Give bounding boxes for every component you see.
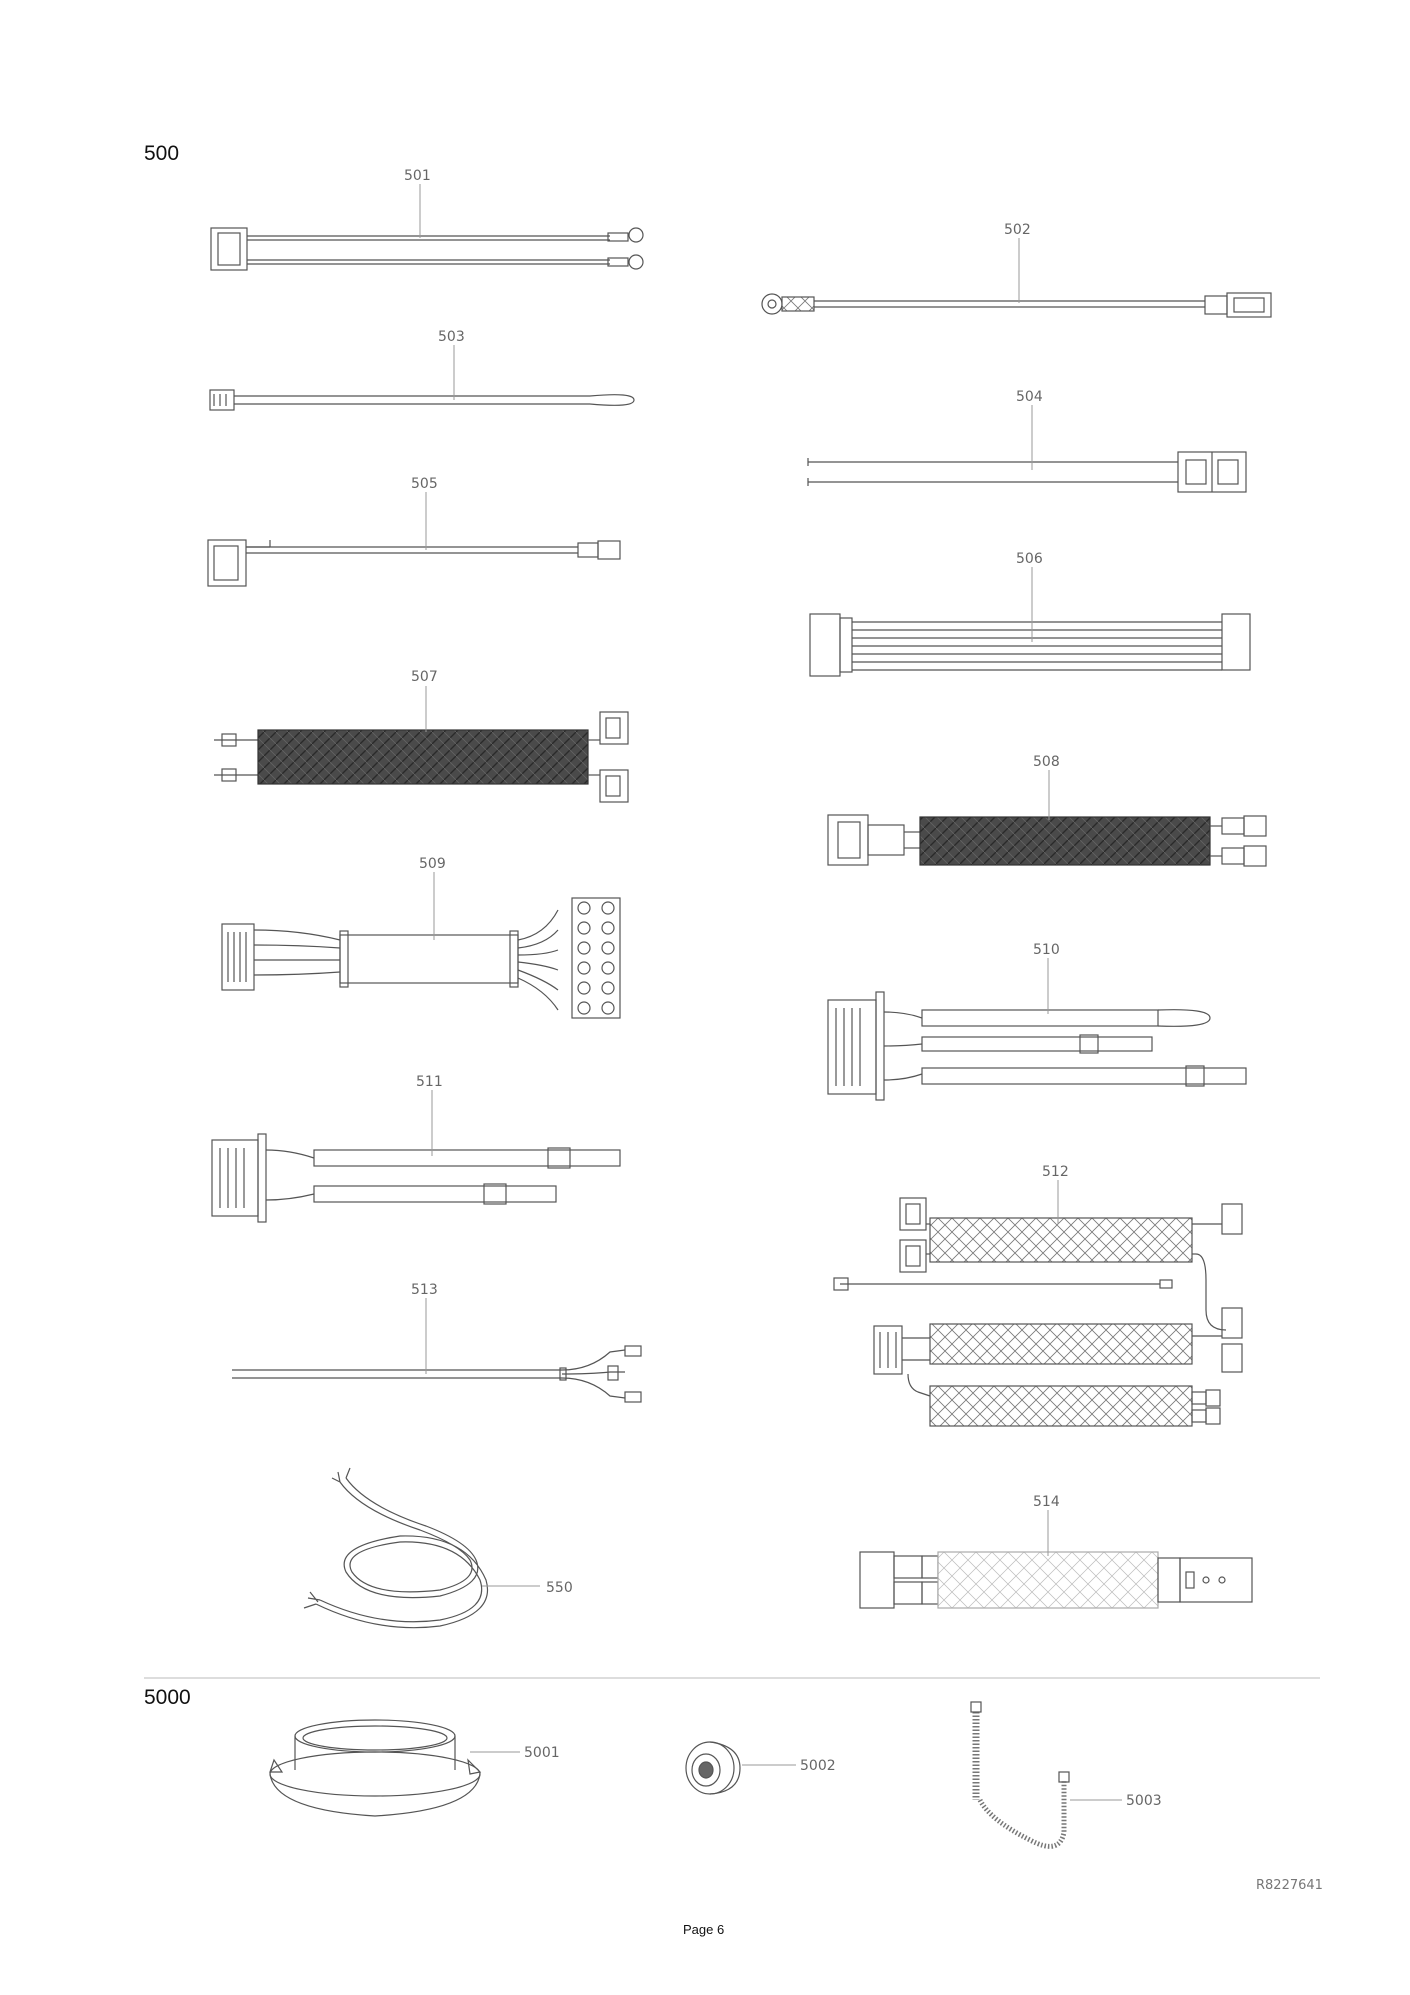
part-label-513: 513 — [411, 1282, 438, 1298]
part-5002 — [686, 1742, 796, 1794]
part-label-510: 510 — [1033, 942, 1060, 958]
part-label-5002: 5002 — [800, 1758, 836, 1774]
part-513 — [232, 1298, 641, 1402]
part-505 — [208, 492, 620, 586]
part-508 — [828, 770, 1266, 866]
part-label-503: 503 — [438, 329, 465, 345]
part-label-508: 508 — [1033, 754, 1060, 770]
part-504 — [808, 405, 1246, 492]
part-label-504: 504 — [1016, 389, 1043, 405]
part-label-509: 509 — [419, 856, 446, 872]
part-5003 — [971, 1702, 1122, 1846]
part-label-506: 506 — [1016, 551, 1043, 567]
part-514 — [860, 1510, 1252, 1608]
part-506 — [810, 567, 1250, 676]
section-title-500: 500 — [144, 142, 180, 165]
page-number: Page 6 — [683, 1922, 725, 1937]
part-509 — [222, 872, 620, 1018]
part-label-514: 514 — [1033, 1494, 1060, 1510]
part-label-501: 501 — [404, 168, 431, 184]
part-502 — [762, 238, 1271, 317]
part-label-550: 550 — [546, 1580, 573, 1596]
part-512 — [834, 1180, 1242, 1426]
part-label-505: 505 — [411, 476, 438, 492]
part-501 — [211, 184, 643, 270]
part-507 — [214, 686, 628, 802]
part-511 — [212, 1090, 620, 1222]
part-5001 — [270, 1720, 520, 1816]
part-503 — [210, 345, 634, 410]
part-550 — [304, 1468, 540, 1628]
part-label-502: 502 — [1004, 222, 1031, 238]
part-label-512: 512 — [1042, 1164, 1069, 1180]
part-label-511: 511 — [416, 1074, 443, 1090]
section-title-5000: 5000 — [144, 1686, 191, 1709]
part-510 — [828, 958, 1246, 1100]
part-label-5001: 5001 — [524, 1745, 560, 1761]
part-label-5003: 5003 — [1126, 1793, 1162, 1809]
reference-code: R8227641 — [1256, 1878, 1323, 1893]
part-label-507: 507 — [411, 669, 438, 685]
